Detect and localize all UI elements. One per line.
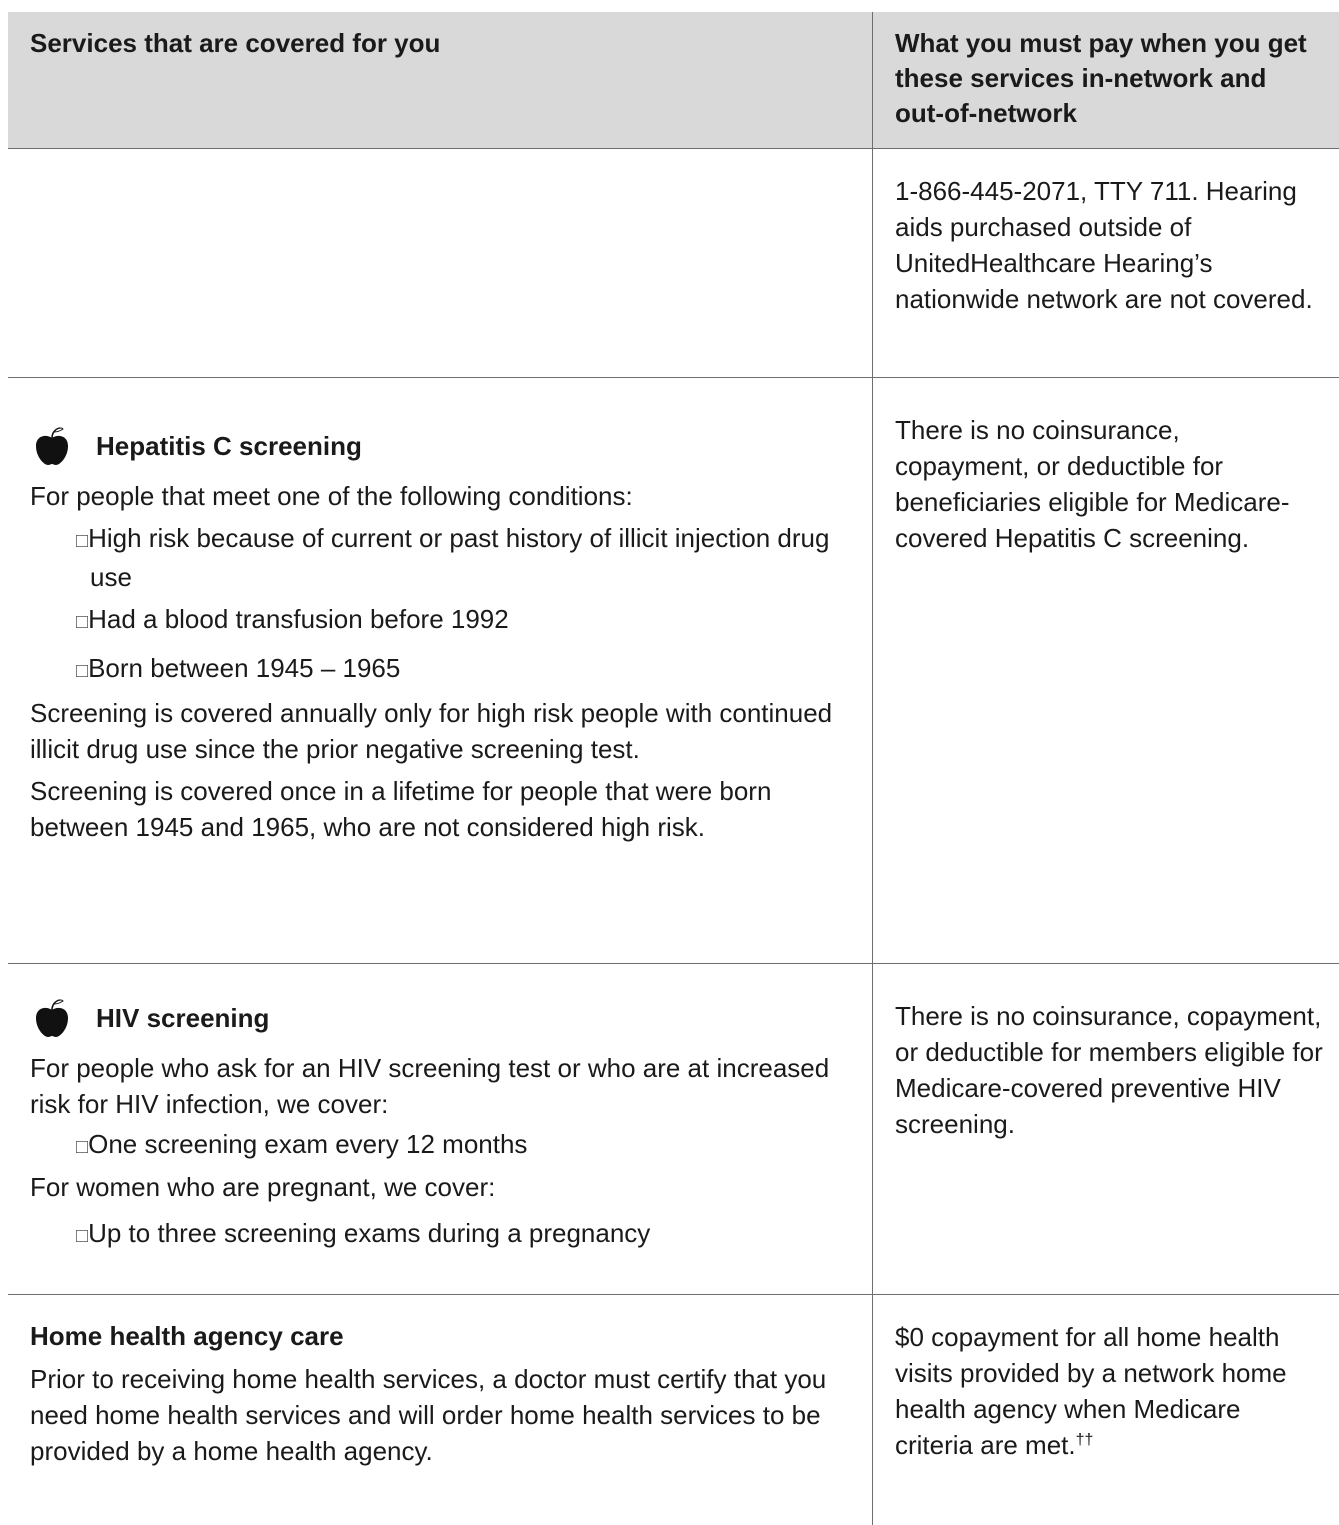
payment-cell [873,1295,1339,1525]
list-item: □Up to three screening exams during a pregnancy [76,1218,651,1248]
services-cell [8,378,873,963]
services-cell [8,964,873,1294]
service-title: Hepatitis C screening [96,431,362,461]
bullet-glyph: □ [76,611,89,633]
header-col-services [8,12,873,148]
services-cell [8,1295,873,1525]
bullet-glyph: □ [76,1136,89,1158]
bullet-glyph: □ [76,1225,89,1247]
table-row [8,1295,1339,1525]
service-paragraph: Screening is covered once in a lifetime for people that were born between 1945 and 1965, who are not considered high risk. [30,776,772,842]
service-title: HIV screening [96,1003,270,1033]
payment-cell [873,149,1339,377]
table-row [8,378,1339,964]
service-paragraph: Screening is covered annually only for high risk people with continued illicit drug use since the prior negative screening test. [30,698,833,764]
service-intro: For women who are pregnant, we cover: [30,1172,496,1202]
list-item: □High risk because of current or past history of illicit injection drug use [76,523,830,592]
payment-text: There is no coinsurance, copayment, or deductible for members eligible for Medicare-covered preventive HIV screening. [895,1001,1323,1139]
header-pay-label: What you must pay when you get these services in-network and out-of-network [895,28,1307,128]
apple-icon [30,998,74,1038]
benefits-table [8,12,1339,1525]
payment-cell [873,964,1339,1294]
payment-text: 1-866-445-2071, TTY 711. Hearing aids purchased outside of UnitedHealthcare Hearing’s nationwide network are not covered. [895,176,1313,314]
list-item: □Born between 1945 – 1965 [76,653,401,683]
service-title: Home health agency care [30,1321,344,1351]
service-paragraph: Prior to receiving home health services, a doctor must certify that you need home health services and will order home health services to be provided by a home health agency. [30,1364,827,1466]
bullet-glyph: □ [76,660,89,682]
footnote-marker: †† [1075,1431,1094,1449]
header-col-pay [873,12,1339,148]
services-cell [8,149,873,377]
apple-icon [30,426,74,466]
list-item: □Had a blood transfusion before 1992 [76,604,509,634]
bullet-glyph: □ [76,530,89,552]
payment-text: $0 copayment for all home health visits provided by a network home health agency when Medicare criteria are met.†† [895,1322,1287,1460]
table-row [8,149,1339,378]
service-intro: For people that meet one of the following conditions: [30,481,633,511]
table-header [8,12,1339,149]
service-title-row [30,426,848,466]
payment-cell [873,378,1339,963]
list-item: □One screening exam every 12 months [76,1129,528,1159]
payment-text: There is no coinsurance, copayment, or deductible for beneficiaries eligible for Medicare-covered Hepatitis C screening. [895,415,1290,553]
service-title-row [30,998,848,1038]
service-intro: For people who ask for an HIV screening test or who are at increased risk for HIV infection, we cover: [30,1053,830,1119]
header-services-label: Services that are covered for you [30,28,441,58]
table-row [8,964,1339,1295]
